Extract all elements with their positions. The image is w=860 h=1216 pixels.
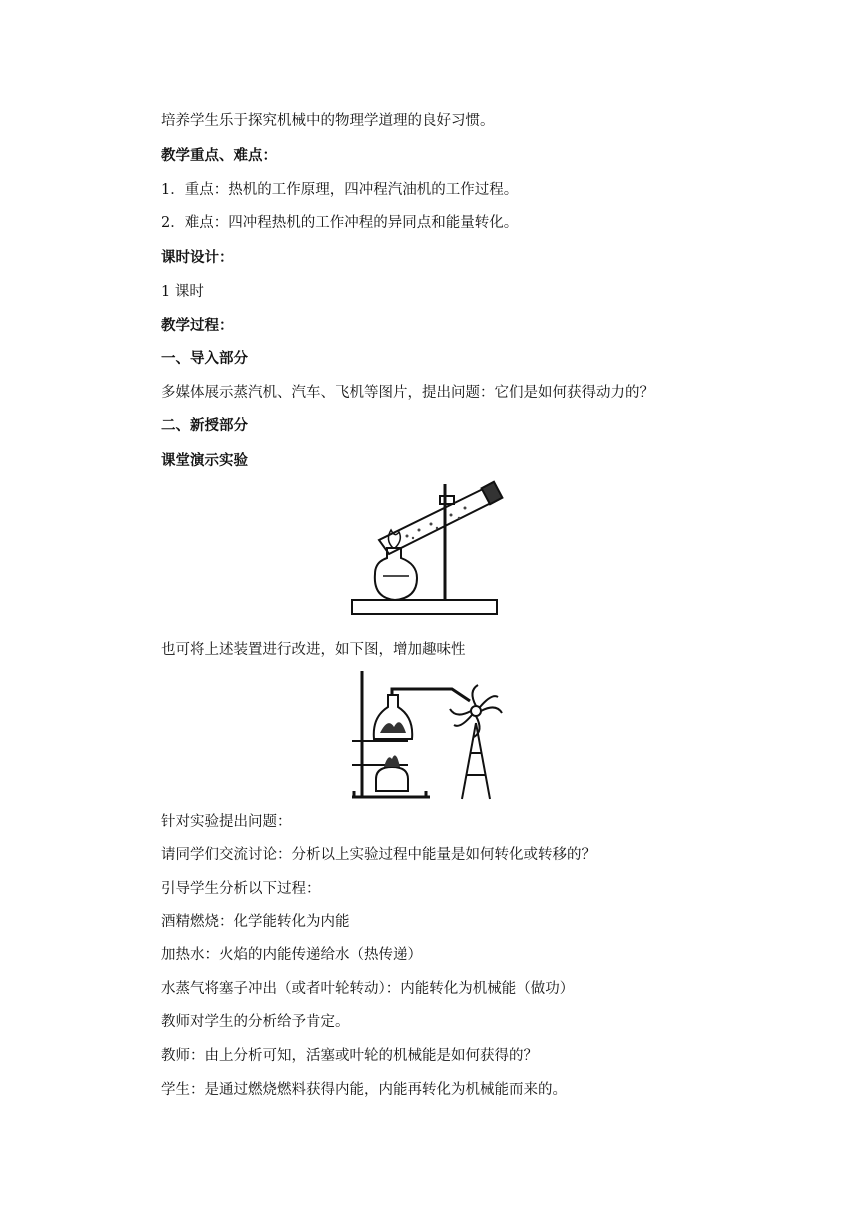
paragraph-student-answer: 学生：是通过燃烧燃料获得内能，内能再转化为机械能而来的。 <box>161 1082 567 1098</box>
paragraph-heating-water: 加热水：火焰的内能传递给水（热传递） <box>161 947 422 963</box>
pinwheel-apparatus-figure <box>348 667 518 803</box>
heading-teaching-process: 教学过程： <box>161 318 234 334</box>
paragraph-teacher-question: 教师：由上分析可知，活塞或叶轮的机械能是如何获得的？ <box>161 1048 538 1064</box>
paragraph-introduction: 多媒体展示蒸汽机、汽车、飞机等图片，提出问题：它们是如何获得动力的？ <box>161 385 654 401</box>
paragraph-habit: 培养学生乐于探究机械中的物理学道理的良好习惯。 <box>161 113 495 129</box>
paragraph-improvement: 也可将上述装置进行改进，如下图，增加趣味性 <box>161 642 466 658</box>
paragraph-discussion: 请同学们交流讨论：分析以上实验过程中能量是如何转化或转移的？ <box>161 847 596 863</box>
heading-new-lesson: 二、新授部分 <box>161 418 248 434</box>
paragraph-question-intro: 针对实验提出问题： <box>161 814 292 830</box>
paragraph-steam-work: 水蒸气将塞子冲出（或者叶轮转动）：内能转化为机械能（做功） <box>161 981 575 997</box>
test-tube-apparatus-figure <box>347 478 512 628</box>
key-point-1: 1．重点：热机的工作原理，四冲程汽油机的工作过程。 <box>161 182 519 198</box>
heading-introduction: 一、导入部分 <box>161 351 248 367</box>
paragraph-teacher-affirm: 教师对学生的分析给予肯定。 <box>161 1014 350 1030</box>
paragraph-alcohol-burning: 酒精燃烧：化学能转化为内能 <box>161 914 350 930</box>
heading-demo-experiment: 课堂演示实验 <box>161 453 248 469</box>
heading-key-points: 教学重点、难点： <box>161 148 277 164</box>
paragraph-guide-analysis: 引导学生分析以下过程： <box>161 881 321 897</box>
heading-class-hours: 课时设计： <box>161 250 234 266</box>
class-hours-value: 1 课时 <box>161 284 204 300</box>
key-point-2: 2．难点：四冲程热机的工作冲程的异同点和能量转化。 <box>161 215 519 231</box>
